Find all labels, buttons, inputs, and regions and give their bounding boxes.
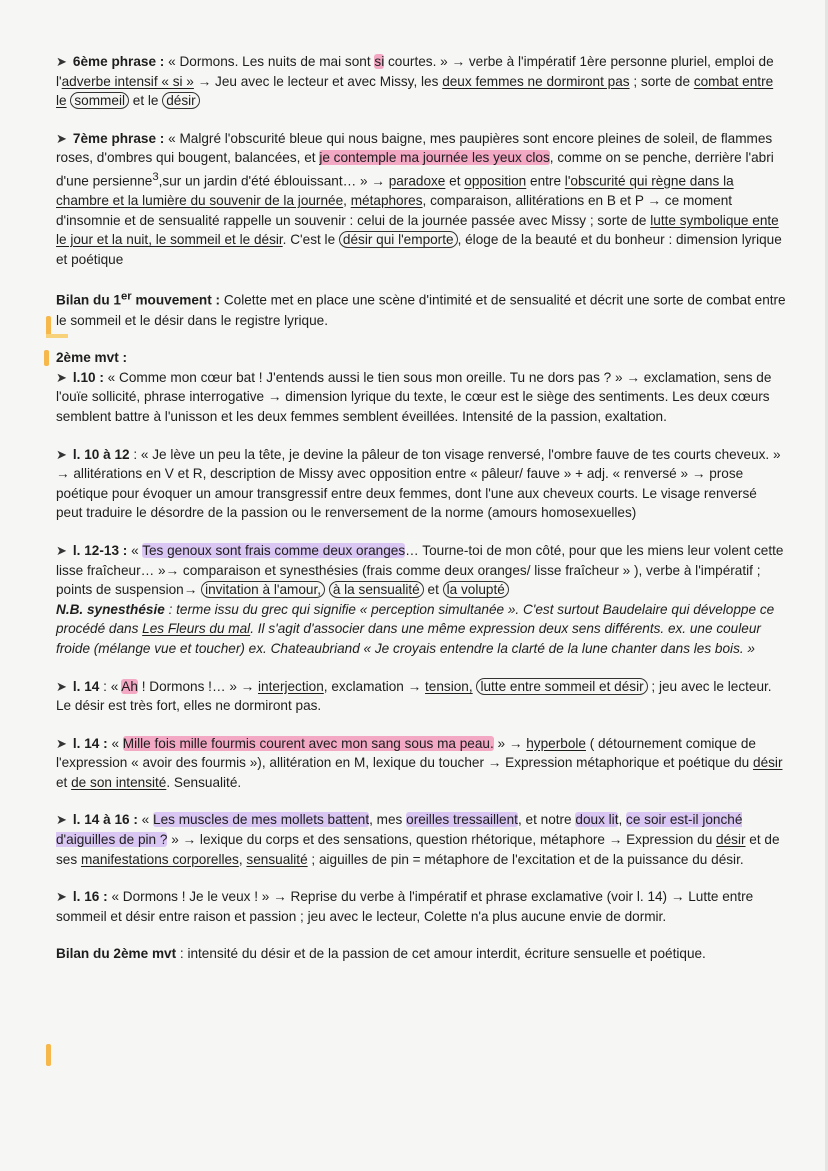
section-title-2eme-mvt	[56, 348, 786, 368]
bullet-icon: ➤	[56, 735, 67, 751]
nb-label: N.B. synesthésie	[56, 601, 165, 617]
highlight: Ah	[121, 678, 138, 694]
text: et	[445, 173, 465, 189]
label: l. 16 :	[72, 889, 108, 905]
underlined: hyperbole	[526, 735, 586, 751]
underlined: paradoxe	[388, 173, 446, 189]
text: courtes. » → verbe à l'impératif 1ère personne pluriel, emploi de l'	[56, 54, 774, 89]
underlined: deux femmes ne dormiront pas	[442, 73, 630, 89]
circled: invitation à l'amour,	[201, 581, 325, 598]
paragraph-bilan-2	[56, 944, 786, 964]
circled: à la sensualité	[329, 581, 424, 598]
paragraph-6eme-phrase	[56, 52, 786, 111]
underlined: désir	[753, 755, 783, 771]
text: : intensité du désir et de la passion de cet amour interdit, écriture sensuelle et poétique.	[176, 946, 706, 962]
bullet-icon: ➤	[56, 54, 67, 69]
heading: 2ème mvt :	[56, 350, 128, 366]
highlight: si	[374, 54, 385, 69]
text: ( détournement comique de l'expression « avoir des fourmis »), allitération en M, lexique du toucher → Expression métaphorique et poétique du	[56, 735, 756, 771]
label: l. 14	[72, 678, 100, 694]
text: » → lexique du corps et des sensations, question rhétorique, métaphore → Expression du	[167, 832, 717, 848]
text: «	[107, 735, 123, 751]
bullet-icon: ➤	[56, 678, 67, 694]
underlined: tension,	[425, 678, 473, 694]
paragraph-7eme-phrase	[56, 129, 786, 270]
underlined: l'obscurité qui règne dans la chambre et la lumière du souvenir de la journée	[56, 173, 734, 209]
text: » →	[493, 735, 527, 751]
text: ,sur un jardin d'été éblouissant… » →	[158, 173, 389, 189]
note: . Il s'agit d'associer dans une même expression deux sens différents. ex. une couleur froide (mélange vue et toucher) ex. Chateaubriand « Je croyais entendre la clarté de la lune chanter dans les bois. »	[56, 621, 761, 656]
label: Bilan du 2ème mvt	[56, 946, 177, 962]
footnote-ref: 3	[152, 170, 159, 183]
text: : «	[99, 678, 122, 694]
text: … Tourne-toi de mon côté, pour que les miens leur volent cette lisse fraîcheur… »→ comparaison et synesthésies (frais comme deux oranges/ lisse fraîcheur » ), verbe à l'impératif ; points de suspension→	[56, 542, 784, 598]
text: « Dormons. Les nuits de mai sont	[164, 54, 375, 69]
label: l. 12-13 :	[72, 542, 128, 558]
label: l. 14 :	[72, 735, 108, 751]
paragraph-l10	[56, 368, 786, 427]
paragraph-bilan-1	[56, 287, 786, 330]
text: , éloge de la beauté et du bonheur : dimension lyrique et poétique	[56, 232, 782, 267]
text: , et notre	[517, 812, 576, 828]
text: et le	[128, 93, 163, 109]
text: « Dormons ! Je le veux ! » → Reprise du verbe à l'impératif et phrase exclamative (voir l. 14) → Lutte entre sommeil et désir entre raison et passion ; jeu avec le lecteur, Colette n'a plus aucune envie de dormir.	[56, 889, 754, 924]
bullet-icon: ➤	[56, 369, 67, 385]
text: et de ses	[56, 832, 780, 867]
text: entre	[526, 173, 565, 189]
paragraph-l14-fourmis	[56, 734, 786, 793]
underlined: combat entre le	[56, 73, 774, 109]
bullet-icon: ➤	[56, 889, 67, 905]
highlight: oreilles tressaillent	[406, 812, 518, 828]
highlight: Mille fois mille fourmis courent avec mon sang sous ma peau.	[122, 735, 494, 751]
label: mouvement :	[131, 293, 221, 308]
underlined: opposition	[464, 173, 527, 189]
margin-mark-bilan2	[46, 1044, 51, 1066]
label: l. 14 à 16 :	[72, 812, 138, 828]
text: . C'est le	[282, 232, 339, 248]
bullet-icon: ➤	[56, 446, 67, 462]
circled: sommeil	[70, 92, 129, 109]
underlined: métaphores	[350, 193, 423, 209]
paragraph-l10-12	[56, 445, 786, 523]
margin-mark-bilan1	[46, 316, 51, 336]
text: : « Je lève un peu la tête, je devine la pâleur de ton visage renversé, l'ombre fauve de tes courts cheveux. » → allitérations en V et R, description de Missy avec opposition entre « pâleur/ fauve » + adj. « renversé » → prose poétique pour évoquer un amour transgressif entre deux femmes, dont l'une aux cheveux courts. Le visage renversé peut traduire le désordre de la passion ou le renversement de la norme (amours homosexuelles)	[56, 446, 781, 521]
text: , mes	[369, 812, 407, 828]
text: « Comme mon cœur bat ! J'entends aussi le tien sous mon oreille. Tu ne dors pas ? » → exclamation, sens de l'ouïe sollicité, phrase interrogative → dimension lyrique du texte, le cœur est le siège des sentiments. Les deux cœurs semblent battre à l'unisson et les deux femmes semblent éveillées. Intensité de la passion, exaltation.	[56, 369, 772, 424]
paragraph-l14-ah	[56, 677, 786, 716]
label: Bilan du 1	[56, 293, 121, 308]
underlined: adverbe intensif « si »	[61, 73, 194, 89]
text: ,	[238, 851, 247, 867]
text: ; aiguilles de pin = métaphore de l'excitation et de la puissance du désir.	[307, 851, 744, 867]
circled: désir	[162, 92, 199, 109]
paragraph-l16	[56, 887, 786, 926]
underlined: désir	[716, 832, 746, 848]
text: « Malgré l'obscurité bleue qui nous baigne, mes paupières sont encore pleines de soleil, de flammes roses, d'ombres qui bougent, balancées, et	[56, 130, 773, 166]
text: → Jeu avec le lecteur et avec Missy, les	[193, 73, 443, 89]
margin-mark-mvt2	[44, 350, 49, 366]
bullet-icon: ➤	[56, 812, 67, 828]
text: . Sensualité.	[166, 774, 242, 790]
text: Colette met en place une scène d'intimité et de sensualité et décrit une sorte de combat entre le sommeil et le désir dans le registre lyrique.	[56, 293, 786, 328]
text: , exclamation →	[323, 678, 426, 694]
text: «	[137, 812, 154, 828]
circled: désir qui l'emporte	[339, 231, 458, 248]
text: «	[127, 542, 143, 558]
text: et	[423, 582, 443, 598]
highlight: Tes genoux sont frais comme deux oranges	[142, 542, 406, 558]
text: ; jeu avec le lecteur. Le désir est très fort, elles ne dormiront pas.	[56, 678, 772, 714]
underlined: interjection	[258, 678, 324, 694]
book-title: Les Fleurs du mal	[142, 621, 251, 637]
circled: lutte entre sommeil et désir	[476, 678, 647, 695]
superscript: er	[120, 290, 132, 303]
label: l.10 :	[72, 369, 104, 385]
highlight: je contemple ma journée les yeux clos	[319, 150, 550, 166]
bullet-icon: ➤	[56, 542, 67, 558]
note: : terme issu du grec qui signifie « perception simultanée ». C'est surtout Baudelaire qui développe ce procédé dans	[56, 601, 775, 637]
text: , comme on se penche, derrière l'abri d'une persienne	[56, 150, 774, 189]
text: ; sorte de	[629, 73, 694, 89]
highlight: Les muscles de mes mollets battent	[153, 812, 370, 828]
document-body	[56, 52, 786, 982]
text: ,	[618, 812, 627, 828]
paragraph-l12-13	[56, 541, 786, 659]
highlight: ce soir est-il jonché d'aiguilles de pin ?	[56, 812, 743, 848]
highlight: doux lit	[575, 812, 619, 828]
underlined: manifestations corporelles	[80, 851, 239, 867]
text: ! Dormons !… » →	[137, 678, 259, 694]
label: 6ème phrase :	[72, 54, 165, 69]
label: l. 10 à 12	[72, 446, 130, 462]
text: et	[56, 774, 72, 790]
text: ,	[343, 193, 351, 209]
label: 7ème phrase :	[72, 130, 165, 146]
text: , comparaison, allitérations en B et P → ce moment d'insomnie et de sensualité rappelle un souvenir : celui de la journée passée avec Missy ; sorte de	[56, 193, 733, 228]
circled: la volupté	[443, 581, 509, 598]
paragraph-l14-16	[56, 810, 786, 869]
bullet-icon: ➤	[56, 130, 67, 146]
underlined: de son intensité	[71, 774, 167, 790]
underlined: lutte symbolique ente le jour et la nuit, le sommeil et le désir	[56, 212, 779, 248]
underlined: sensualité	[246, 851, 308, 867]
